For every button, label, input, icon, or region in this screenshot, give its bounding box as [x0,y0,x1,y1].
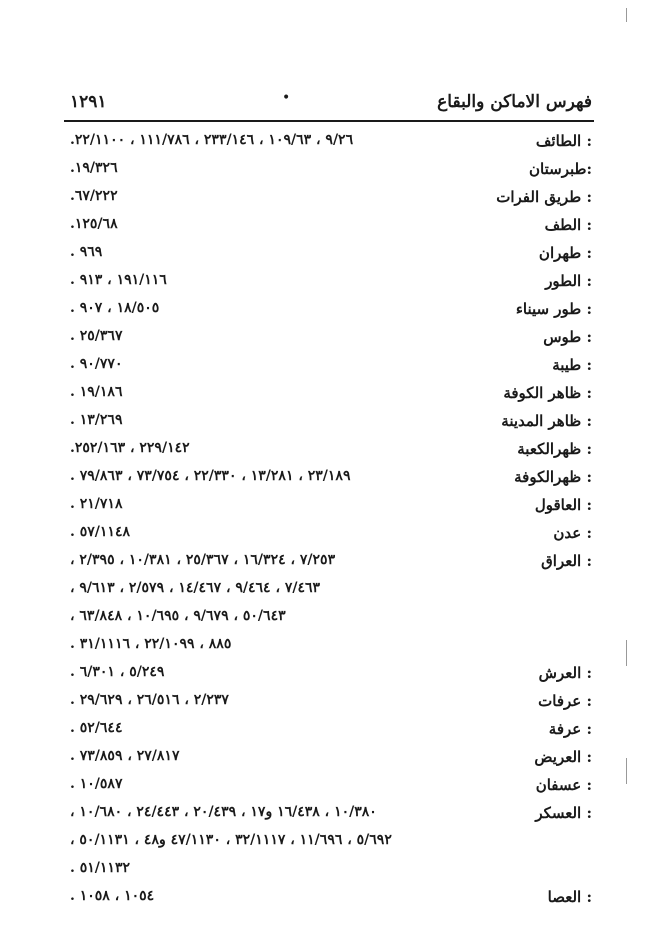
entry-page-refs: ٩٠/٧٧٠ . [70,356,123,372]
entry-term: ظاهر المدينة : [501,412,592,430]
index-entry [70,270,592,298]
index-entry [70,494,592,522]
entry-page-refs: ١٠٥٤ ، ١٠٥٨ . [70,888,155,904]
entry-page-refs: ١٩١/١١٦ ، ٩١٣ . [70,272,167,288]
entry-page-refs: ٩٦٩ . [70,244,103,260]
scan-edge-mark-top [626,8,627,22]
entry-page-refs: ٢٢٩/١٤٢ ، ٢٥٢/١٦٣. [70,440,190,456]
entry-term: الطف : [544,216,592,234]
index-entry [70,354,592,382]
running-title: فهرس الاماكن والبقاع [437,92,592,112]
entry-term: طيبة : [552,356,592,374]
entry-term: العسكر : [535,804,592,822]
entry-page-refs: ١٠/٥٨٧ . [70,776,123,792]
entry-term: طهران : [538,244,592,262]
entry-page-refs: ١٨/٥٠٥ ، ٩٠٧ . [70,300,160,316]
entry-term: عرفة : [548,720,592,738]
index-entry [70,438,592,466]
index-entry [70,774,592,802]
index-entries [70,130,592,914]
index-entry [70,242,592,270]
index-entry [70,382,592,410]
index-entry [70,158,592,186]
entry-term: العصا : [547,888,592,906]
entry-page-refs: ٢٧/٨١٧ ، ٧٣/٨٥٩ . [70,748,180,764]
entry-page-refs: ٨٨٥ ، ٢٢/١٠٩٩ ، ٣١/١١١٦ . [70,636,232,652]
page-header [70,88,592,116]
index-entry [70,690,592,718]
index-entry [70,410,592,438]
entry-page-refs: ٥/٢٤٩ ، ٦/٣٠١ . [70,664,165,680]
index-entry [70,298,592,326]
index-entry-continuation [70,634,592,662]
index-entry [70,186,592,214]
entry-term: ظهرالكعبة : [517,440,592,458]
entry-term: ظاهر الكوفة : [503,384,592,402]
header-rule [64,120,594,122]
entry-page-refs: ٥/٦٩٢ ، ١١/٦٩٦ ، ٣٢/١١١٧ ، ٤٧/١١٣٠ و٤٨ ، ٥٠/١١٣١ ، [70,832,392,848]
index-entry [70,718,592,746]
entry-page-refs: ٢١/٧١٨ . [70,496,123,512]
index-entry [70,550,592,578]
entry-page-refs: ٢/٢٣٧ ، ٢٦/٥١٦ ، ٢٩/٦٢٩ . [70,692,229,708]
entry-page-refs: ٥١/١١٣٢ . [70,860,130,876]
index-entry [70,326,592,354]
entry-term: الطائف : [535,132,592,150]
entry-term: العراق : [541,552,592,570]
entry-term: طوس : [543,328,592,346]
index-entry-continuation [70,830,592,858]
entry-page-refs: ٢٣/١٨٩ ، ١٣/٢٨١ ، ٢٢/٣٣٠ ، ٧٣/٧٥٤ ، ٧٩/٨٦٣ . [70,468,351,484]
entry-term: طور سيناء : [515,300,592,318]
entry-term: ظهرالكوفة : [514,468,592,486]
entry-page-refs: ١٢٥/٦٨. [70,216,118,232]
index-entry-continuation [70,858,592,886]
entry-term: العاقول : [534,496,592,514]
entry-page-refs: ١٣/٢٦٩ . [70,412,123,428]
entry-term: الطور : [545,272,592,290]
entry-page-refs: ٩/٢٦ ، ١٠٩/٦٣ ، ٢٣٣/١٤٦ ، ١١١/٧٨٦ ، ٢٢/١١٠٠. [70,132,354,148]
entry-page-refs: ١٩/١٨٦ . [70,384,123,400]
entry-page-refs: ٥٧/١١٤٨ . [70,524,130,540]
entry-page-refs: ٦٧/٢٢٢. [70,188,118,204]
index-entry-continuation [70,606,592,634]
index-entry [70,746,592,774]
entry-term: عدن : [553,524,592,542]
header-dot: • [282,90,291,106]
index-entry [70,802,592,830]
entry-term: عرفات : [538,692,592,710]
entry-term: طريق الفرات : [496,188,592,206]
entry-page-refs: ٧/٤٦٣ ، ٩/٤٦٤ ، ١٤/٤٦٧ ، ٢/٥٧٩ ، ٩/٦١٣ ، [70,580,321,596]
index-entry [70,886,592,914]
index-entry-continuation [70,578,592,606]
entry-term: العريض : [534,748,592,766]
entry-page-refs: ١٩/٣٢٦. [70,160,118,176]
entry-page-refs: ٢٥/٣٦٧ . [70,328,123,344]
scan-edge-mark-middle [626,640,627,666]
entry-page-refs: ٧/٢٥٣ ، ١٦/٣٢٤ ، ٢٥/٣٦٧ ، ١٠/٣٨١ ، ٢/٣٩٥ ، [70,552,336,568]
entry-term: عسفان : [535,776,592,794]
entry-term: العرش : [538,664,592,682]
index-entry [70,130,592,158]
entry-page-refs: ٥٠/٦٤٣ ، ٩/٦٧٩ ، ١٠/٦٩٥ ، ٦٣/٨٤٨ ، [70,608,286,624]
index-entry [70,662,592,690]
index-entry [70,214,592,242]
index-entry [70,522,592,550]
scan-edge-mark-bottom [626,758,627,784]
entry-page-refs: ١٠/٣٨٠ ، ١٦/٤٣٨ و١٧ ، ٢٠/٤٣٩ ، ٢٤/٤٤٣ ، ١٠/٦٨٠ ، [70,804,377,820]
page-number: ١٢٩١ [70,92,107,112]
entry-page-refs: ٥٢/٦٤٤ . [70,720,123,736]
index-entry [70,466,592,494]
entry-term: طبرستان: [529,160,592,178]
